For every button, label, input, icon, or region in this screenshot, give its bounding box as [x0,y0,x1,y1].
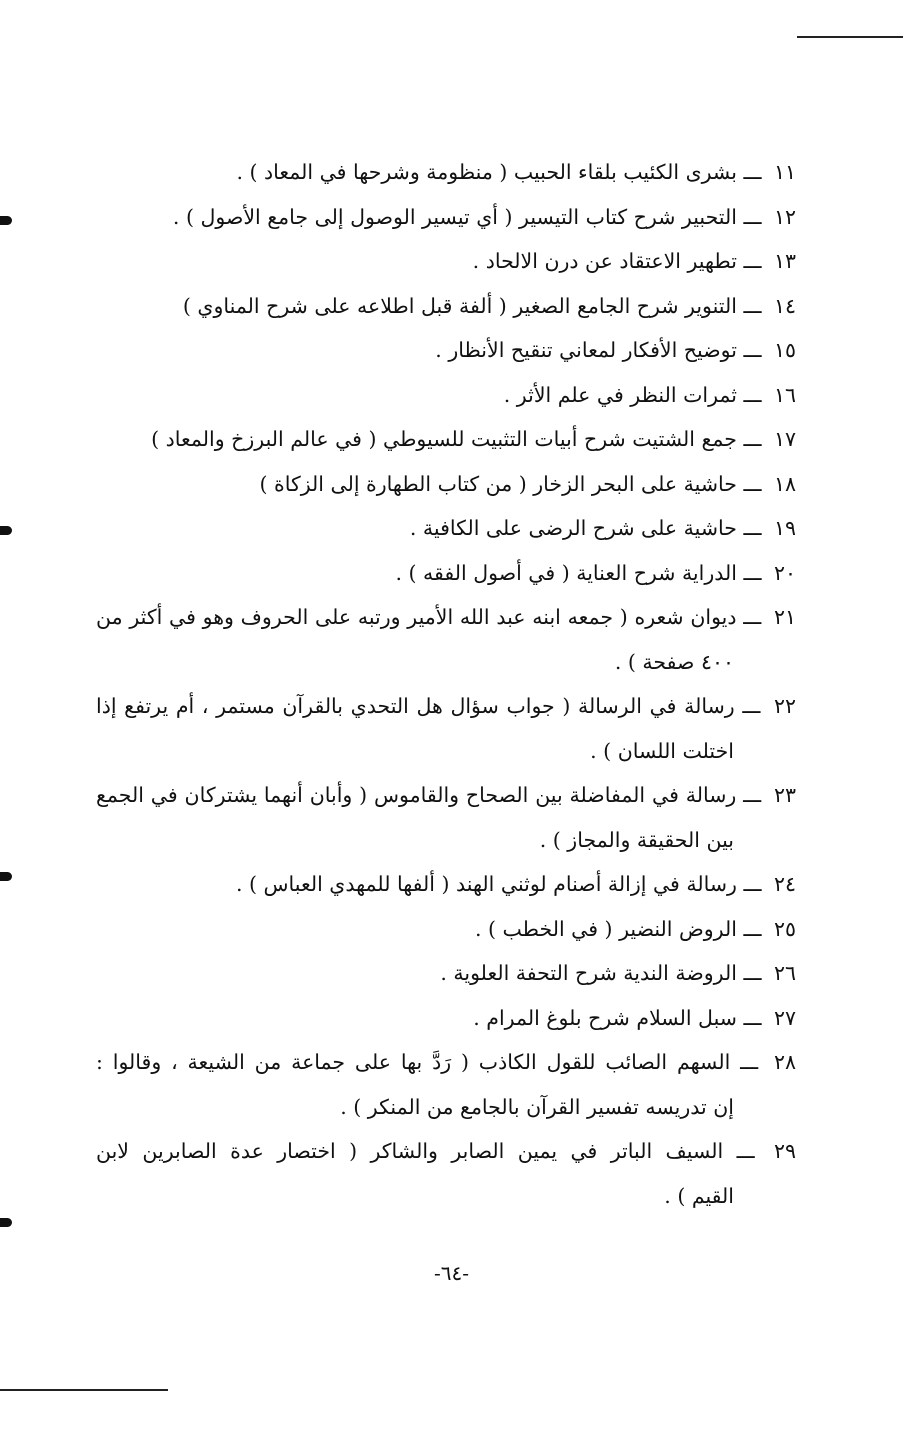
page-number: -٦٤- [433,1261,469,1285]
item-number: ٢٣ [773,783,796,807]
list-item [96,284,796,329]
list-item [96,951,796,996]
item-text: ـــ حاشية على البحر الزخار ( من كتاب الطهارة إلى الزكاة ) [259,471,762,496]
item-number: ٢٧ [773,1005,796,1030]
list-item [96,417,796,462]
item-text: ـــ تطهير الاعتقاد عن درن الالحاد . [472,249,762,273]
item-number: ٢٨ [773,1050,796,1074]
item-number: ٢٥ [773,916,796,941]
item-number: ١١ [773,160,796,184]
item-continuation: اختلت اللسان ) . [590,738,734,763]
item-number: ١٥ [773,338,796,362]
list-item [96,462,796,507]
list-item [96,150,796,195]
item-text: ـــ رسالة في إزالة أصنام لوثني الهند ( ألفها للمهدي العباس ) . [235,872,762,896]
list-item [96,595,796,640]
item-text: ـــ السيف الباتر في يمين الصابر والشاكر ( اختصار عدة الصابرين لابن [96,1139,755,1163]
item-text: ـــ رسالة في الرسالة ( جواب سؤال هل التحدي بالقرآن مستمر ، أم يرتفع إذا [96,694,761,718]
margin-mark [0,216,12,225]
item-text: ـــ التحبير شرح كتاب التيسير ( أي تيسير الوصول إلى جامع الأصول ) . [172,204,762,229]
item-text: ـــ الروض النضير ( في الخطب ) . [474,916,762,941]
list-item [96,373,796,418]
list-item [96,1129,796,1174]
item-number: ١٤ [773,293,796,318]
item-number: ٢٢ [773,694,796,718]
item-text: ـــ سبل السلام شرح بلوغ المرام . [473,1005,762,1030]
item-text: ـــ السهم الصائب للقول الكاذب ( رَدَّ بها على جماعة من الشيعة ، وقالوا : [96,1050,759,1074]
item-text: ـــ جمع الشتيت شرح أبيات التثبيت للسيوطي ( في عالم البرزخ والمعاد ) [151,427,762,451]
item-text: ـــ ثمرات النظر في علم الأثر . [503,382,762,407]
list-item [96,551,796,596]
item-text: ـــ ديوان شعره ( جمعه ابنه عبد الله الأمير ورتبه على الحروف وهو في أكثر من [96,605,762,629]
item-number: ٢١ [773,605,796,629]
item-continuation: القيم ) . [664,1183,734,1208]
item-number: ١٦ [773,382,796,407]
item-text: ـــ الروضة الندية شرح التحفة العلوية . [440,961,762,985]
margin-mark [0,526,12,535]
item-number: ٢٠ [773,560,796,585]
top-rule [797,36,903,38]
item-text: ـــ بشرى الكئيب بلقاء الحبيب ( منظومة وشرحها في المعاد ) . [236,160,762,184]
item-number: ١٣ [773,249,796,273]
item-number: ٢٦ [773,961,796,985]
list-item [96,684,796,729]
item-text: ـــ الدراية شرح العناية ( في أصول الفقه ) . [395,560,762,585]
item-number: ١٧ [773,427,796,451]
item-continuation: بين الحقيقة والمجاز ) . [539,827,734,852]
list-item [96,862,796,907]
item-continuation: إن تدريسه تفسير القرآن بالجامع من المنكر ) . [340,1094,734,1119]
item-number: ١٩ [773,516,796,540]
list-item [96,907,796,952]
item-text: ـــ رسالة في المفاضلة بين الصحاح والقاموس ( وأبان أنهما يشتركان في الجمع [96,783,762,807]
book-list [96,150,796,1218]
item-number: ١٢ [773,204,796,229]
item-text: ـــ توضيح الأفكار لمعاني تنقيح الأنظار . [435,338,762,362]
list-item [96,996,796,1041]
list-item [96,195,796,240]
item-number: ١٨ [773,471,796,496]
item-continuation: ٤٠٠ صفحة ) . [614,649,734,674]
list-item [96,239,796,284]
footnote-rule [0,1389,168,1391]
margin-mark [0,872,12,881]
list-item [96,773,796,818]
margin-mark [0,1218,12,1227]
item-text: ـــ التنوير شرح الجامع الصغير ( ألفة قبل اطلاعه على شرح المناوي ) [182,293,762,318]
list-item [96,1040,796,1085]
item-text: ـــ حاشية على شرح الرضى على الكافية . [409,516,762,540]
item-number: ٢٤ [773,872,796,896]
list-item [96,328,796,373]
item-number: ٢٩ [773,1139,796,1163]
list-item [96,506,796,551]
